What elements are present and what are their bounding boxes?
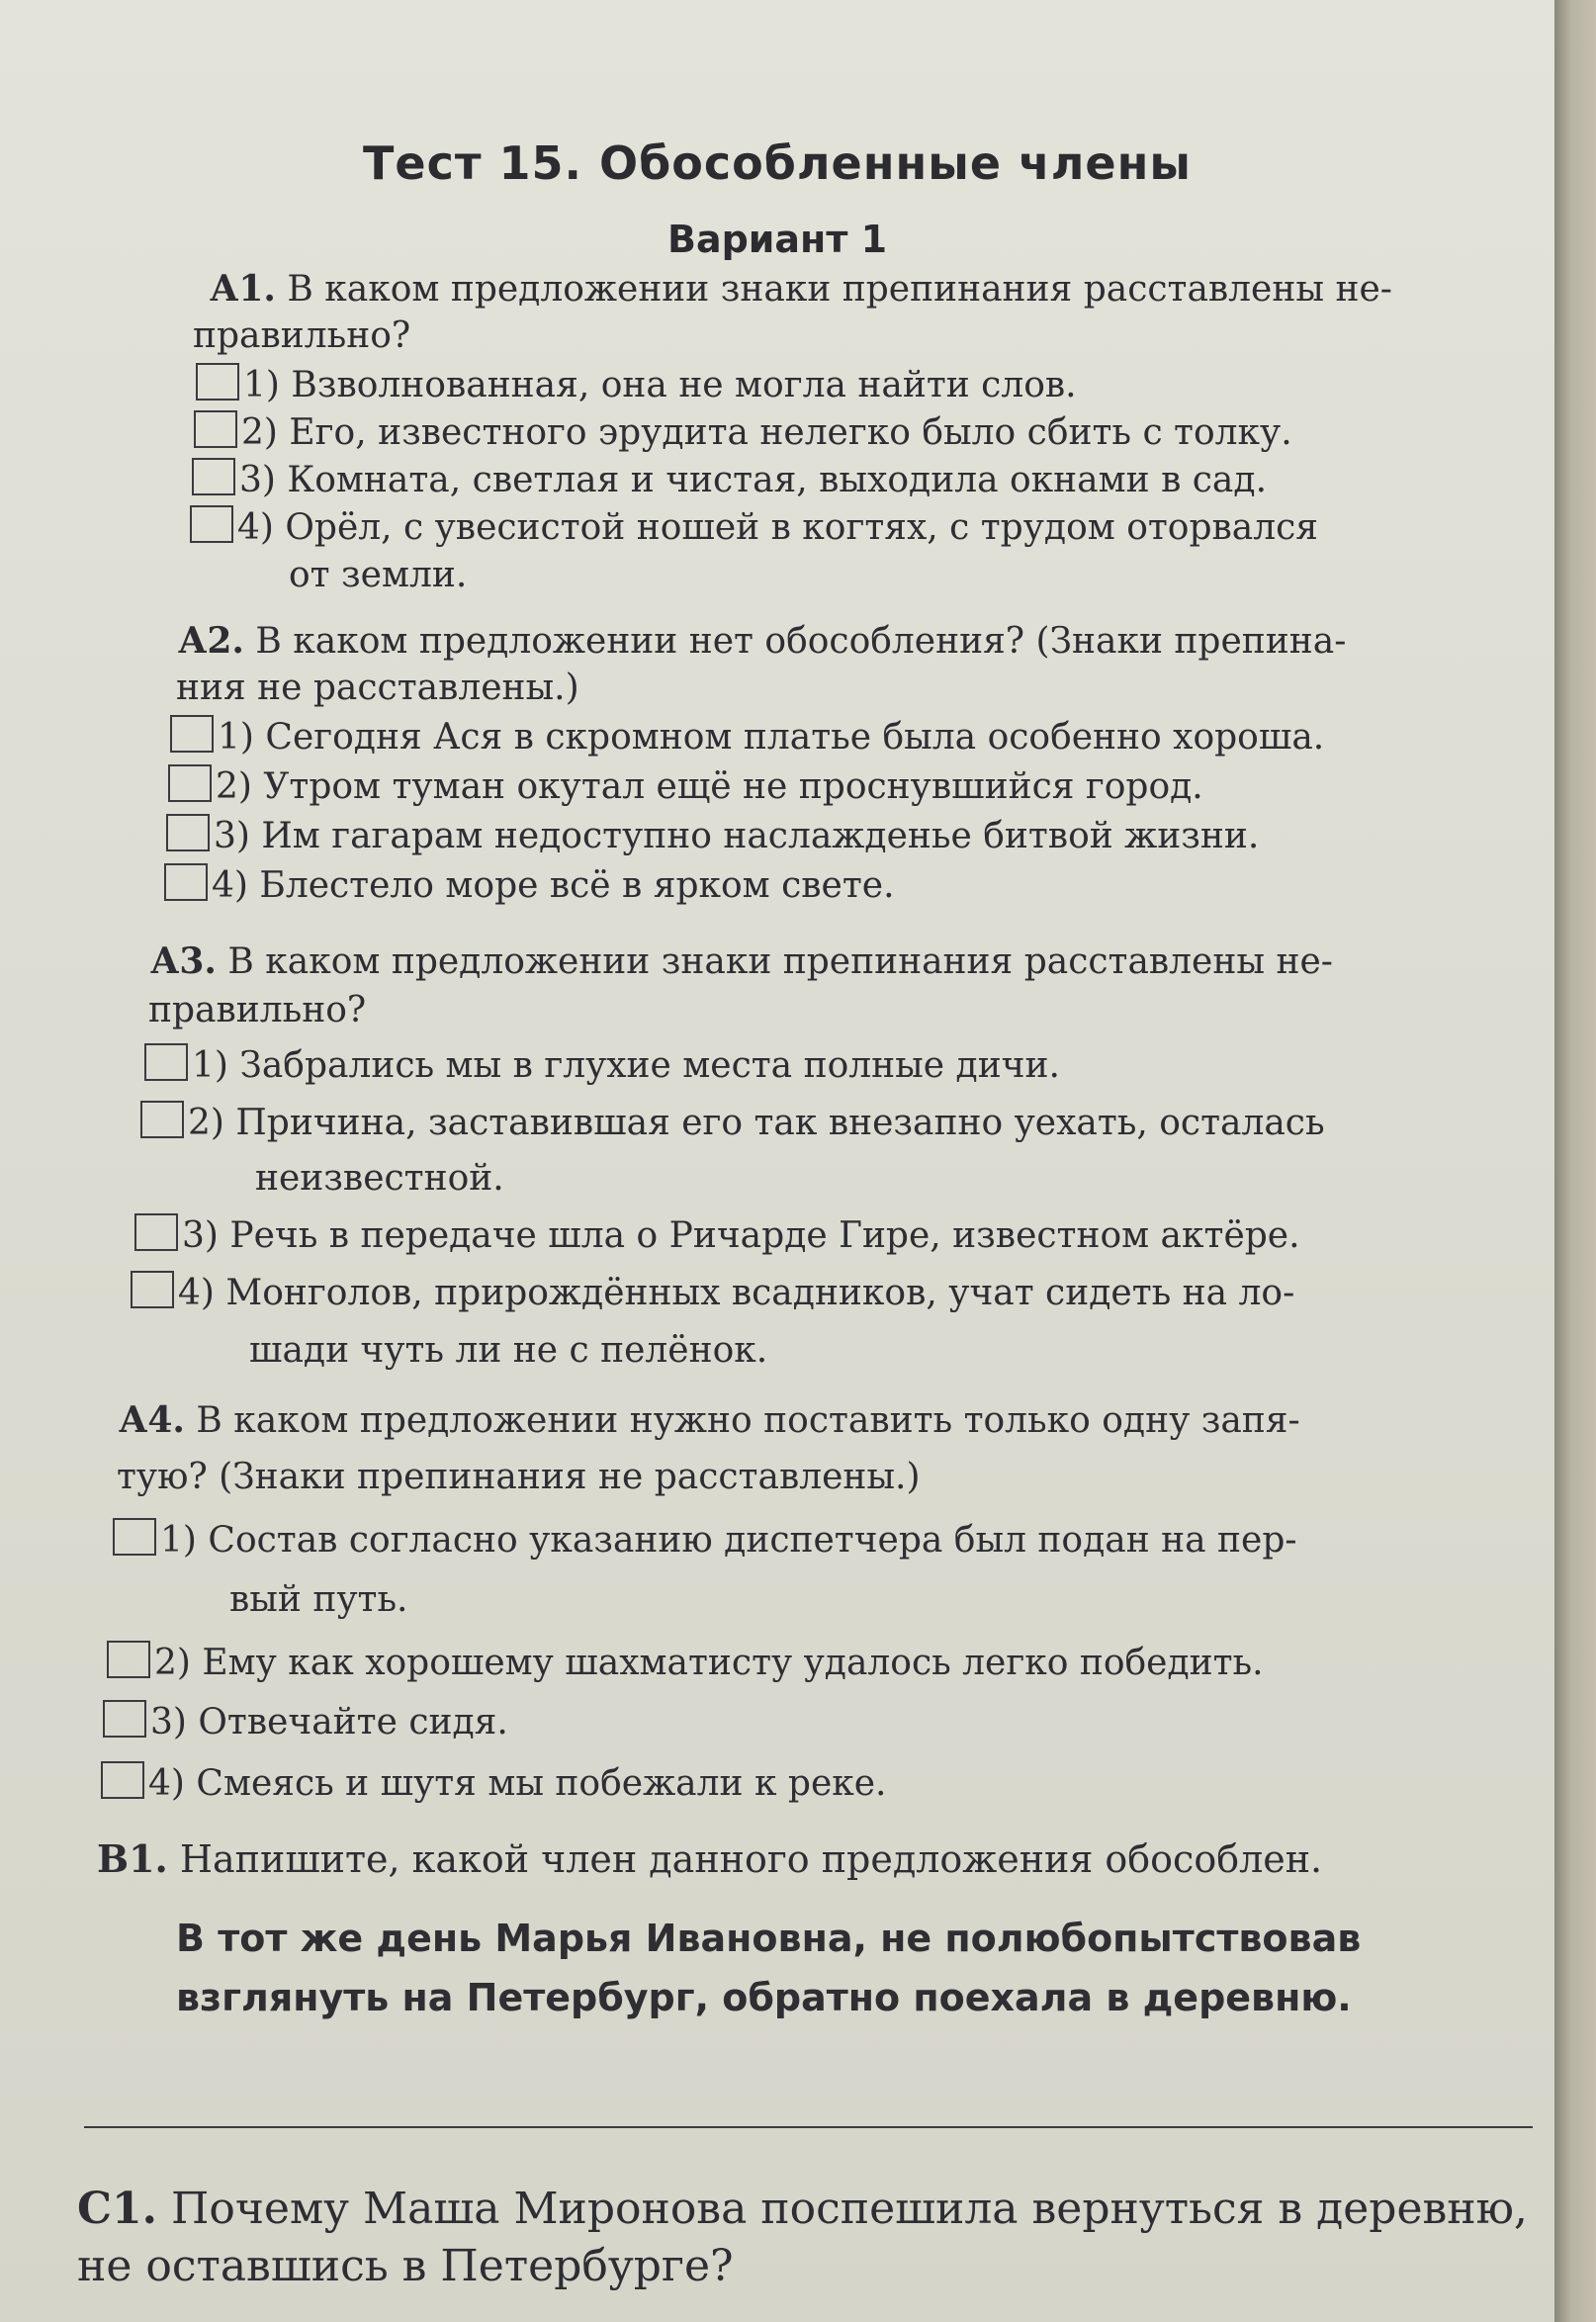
option-text: 4) Блестело море всё в ярком свете.: [212, 865, 895, 906]
option-text: 3) Комната, светлая и чистая, выходила окнами в сад.: [239, 460, 1268, 500]
page-edge-shadow: [1554, 0, 1596, 2322]
question-a3-number: А3.: [150, 940, 217, 982]
option-a3-2[interactable]: [140, 1100, 1325, 1147]
option-a1-2[interactable]: [194, 409, 1292, 457]
option-text: 3) Отвечайте сидя.: [150, 1702, 508, 1742]
question-a4-text-line1: В каком предложении нужно поставить только одну запя-: [196, 1400, 1300, 1441]
option-text: 2) Его, известного эрудита нелегко было сбить с толку.: [241, 412, 1292, 453]
answer-checkbox[interactable]: [107, 1641, 150, 1678]
question-a3-text-line1: В каком предложении знаки препинания расставлены не-: [227, 941, 1333, 982]
b1-sentence-line1: В тот же день Марья Ивановна, не полюбопытствовав: [176, 1917, 1362, 1960]
option-text: 2) Причина, заставившая его так внезапно уехать, осталась: [188, 1103, 1325, 1143]
option-a3-1[interactable]: [144, 1042, 1060, 1090]
answer-checkbox[interactable]: [131, 1271, 174, 1308]
option-a4-1-continuation: вый путь.: [229, 1579, 408, 1620]
answer-checkbox[interactable]: [144, 1043, 188, 1081]
b1-sentence-line2: взглянуть на Петербург, обратно поехала в деревню.: [176, 1976, 1352, 2019]
option-text: 1) Сегодня Ася в скромном платье была особенно хороша.: [218, 717, 1325, 758]
variant-heading: Вариант 1: [666, 218, 888, 261]
option-a2-2[interactable]: [168, 763, 1203, 811]
option-text: 1) Забрались мы в глухие места полные дичи.: [192, 1045, 1060, 1086]
question-c1-number: С1.: [77, 2184, 157, 2234]
question-a1-text-line2: правильно?: [193, 315, 411, 356]
option-text: 1) Состав согласно указанию диспетчера был подан на пер-: [160, 1520, 1297, 1561]
option-text: 1) Взволнованная, она не могла найти слов.: [243, 365, 1077, 405]
option-a4-1[interactable]: [113, 1517, 1297, 1564]
option-a3-4[interactable]: [131, 1270, 1294, 1317]
answer-checkbox[interactable]: [192, 458, 235, 495]
question-a3-text-line2: правильно?: [148, 990, 367, 1030]
option-text: 2) Утром туман окутал ещё не проснувшийся город.: [216, 766, 1203, 807]
option-text: 2) Ему как хорошему шахматисту удалось легко победить.: [154, 1643, 1264, 1683]
answer-line[interactable]: [84, 2126, 1533, 2128]
question-a4: [119, 1396, 1543, 1445]
answer-checkbox[interactable]: [190, 505, 233, 543]
option-a3-3[interactable]: [134, 1212, 1300, 1260]
option-a1-3[interactable]: [192, 457, 1267, 504]
option-text: 3) Речь в передаче шла о Ричарде Гире, известном актёре.: [182, 1215, 1300, 1256]
answer-checkbox[interactable]: [140, 1101, 184, 1138]
option-a4-3[interactable]: [103, 1699, 508, 1746]
question-a2-text-line1: В каком предложении нет обособления? (Знаки препина-: [255, 621, 1347, 662]
question-a2: [178, 617, 1543, 666]
question-c1-text-line1: Почему Маша Миронова поспешила вернуться в деревню,: [170, 2184, 1528, 2234]
option-a3-4-continuation: шади чуть ли не с пелёнок.: [249, 1330, 768, 1371]
question-a4-text-line2: тую? (Знаки препинания не расставлены.): [117, 1457, 921, 1497]
option-a2-4[interactable]: [164, 862, 895, 910]
option-a3-2-continuation: неизвестной.: [255, 1158, 504, 1199]
question-c1: [77, 2181, 1528, 2295]
option-text: 4) Монголов, прирождённых всадников, учат сидеть на ло-: [178, 1273, 1295, 1313]
question-a2-number: А2.: [178, 620, 244, 662]
option-a4-2[interactable]: [107, 1640, 1264, 1687]
page-title: Тест 15. Обособленные члены: [363, 136, 1192, 190]
question-a3: [150, 938, 1545, 986]
answer-checkbox[interactable]: [164, 863, 208, 901]
question-a2-text-line2: ния не расставлены.): [176, 668, 579, 708]
question-a1-text-line1: В каком предложении знаки препинания расставлены не-: [287, 269, 1392, 310]
answer-checkbox[interactable]: [194, 410, 237, 448]
option-a1-1[interactable]: [196, 362, 1077, 409]
answer-checkbox[interactable]: [168, 764, 212, 802]
option-a4-4[interactable]: [101, 1760, 887, 1808]
option-text: 4) Смеясь и шутя мы побежали к реке.: [148, 1763, 887, 1804]
question-c1-text-line2: не оставшись в Петербурге?: [77, 2241, 734, 2291]
option-a2-1[interactable]: [170, 714, 1324, 761]
answer-checkbox[interactable]: [134, 1213, 178, 1251]
answer-checkbox[interactable]: [196, 363, 239, 401]
question-a1-number: А1.: [210, 268, 276, 310]
question-b1-number: В1.: [97, 1836, 168, 1881]
question-c1-line1: [77, 2181, 1528, 2238]
question-b1: [97, 1835, 1551, 1883]
answer-checkbox[interactable]: [170, 715, 214, 753]
option-a1-4[interactable]: [190, 504, 1318, 552]
answer-checkbox[interactable]: [166, 814, 210, 851]
option-a1-4-continuation: от земли.: [289, 555, 468, 595]
question-a4-number: А4.: [119, 1399, 185, 1441]
question-b1-text: Напишите, какой член данного предложения обособлен.: [179, 1837, 1323, 1881]
question-a1: [210, 265, 1525, 313]
answer-checkbox[interactable]: [101, 1761, 144, 1799]
option-text: 3) Им гагарам недоступно наслажденье битвой жизни.: [214, 816, 1260, 856]
option-a2-3[interactable]: [166, 813, 1259, 860]
answer-checkbox[interactable]: [113, 1518, 156, 1556]
option-text: 4) Орёл, с увесистой ношей в когтях, с трудом оторвался: [237, 507, 1318, 548]
answer-checkbox[interactable]: [103, 1700, 146, 1738]
